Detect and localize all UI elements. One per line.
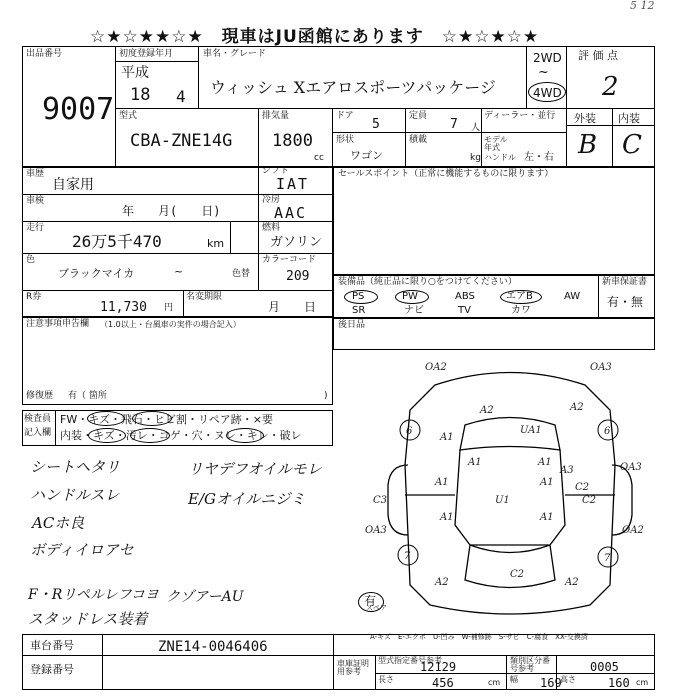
inspector-label-1: 検査員 xyxy=(24,414,52,424)
mark-a1-4: A1 xyxy=(435,477,449,488)
equip-ps: PS xyxy=(352,291,365,302)
displacement-unit: cc xyxy=(314,153,324,163)
new-manual-value: 有・無 xyxy=(607,295,644,309)
mark-oa2-top: OA2 xyxy=(425,362,447,373)
name-change-label: 名変期限 xyxy=(186,292,223,302)
note-1: シートヘタリ xyxy=(30,458,121,476)
equip-sr: SR xyxy=(352,305,366,316)
displacement-value: 1800 xyxy=(272,131,313,151)
type-label: 型式 xyxy=(119,111,138,121)
mark-a2-4: A2 xyxy=(565,577,579,588)
mark-a2-2: A2 xyxy=(570,402,584,413)
equip-aw: AW xyxy=(564,291,581,302)
grade-ext: B xyxy=(578,130,598,160)
sales-point-box xyxy=(333,167,655,275)
height-unit: cm xyxy=(636,678,649,687)
lot-label: 出品番号 xyxy=(26,49,63,59)
lot-number: 9007 xyxy=(42,92,115,127)
recycle-label: R券 xyxy=(26,292,42,302)
first-reg-era: 平成 xyxy=(121,65,149,81)
shift-value: IAT xyxy=(276,175,310,193)
type-value: CBA-ZNE14G xyxy=(130,131,233,151)
inspector-circle-kizu2 xyxy=(88,428,126,443)
mark-6-left: 6 xyxy=(406,426,413,437)
bottom-note-3: スタッドレス装着 xyxy=(28,610,148,628)
note-3: ACホ良 xyxy=(32,514,85,532)
mark-ua1: UA1 xyxy=(520,425,542,436)
color-code-label: カラーコード xyxy=(262,255,317,265)
body-shape-label: 形状 xyxy=(336,135,355,145)
inspection-label: 車検 xyxy=(26,196,45,206)
repair-label: 修復歴 xyxy=(26,391,54,401)
inspector-row-2: 内装・キズ・汚レ・コゲ・穴・ヌレ・キレ・破レ xyxy=(60,429,302,442)
inspection-text: 年 月( 日) xyxy=(122,204,221,218)
height-label: 高さ xyxy=(560,675,576,684)
doors-label: ドア xyxy=(336,111,354,121)
length-value: 456 xyxy=(432,676,454,690)
drive-4wd: 4WD xyxy=(533,86,562,100)
grade-score: 2 xyxy=(602,72,619,102)
note-4: ボディイロアセ xyxy=(30,541,134,559)
color-label: 色 xyxy=(26,255,36,265)
load-unit: kg xyxy=(470,153,481,163)
color-code-value: 209 xyxy=(286,269,310,284)
grade-int: C xyxy=(622,130,642,160)
mark-c2-1: C2 xyxy=(510,569,525,580)
equip-abs: ABS xyxy=(455,291,475,302)
mark-7-left: 7 xyxy=(404,551,411,562)
bottom-note-2: クゾアーAU xyxy=(166,589,244,605)
height-value: 160 xyxy=(608,676,630,690)
capacity-label: 定員 xyxy=(409,111,428,121)
recycle-unit: 円 xyxy=(164,303,174,313)
mark-oa3-right: OA3 xyxy=(620,462,642,473)
grade-label: 評 価 点 xyxy=(578,49,618,62)
equip-pw: PW xyxy=(402,291,418,302)
mileage-unit: km xyxy=(207,237,225,250)
note-2: ハンドルスレ xyxy=(30,486,120,504)
mark-c2-2: C2 xyxy=(575,482,590,493)
new-manual-label: 新車保証書 xyxy=(602,277,648,287)
notes-label: 注意事項申告欄 xyxy=(26,319,90,329)
chassis-label: 車台番号 xyxy=(30,639,74,652)
equip-leather: カワ xyxy=(511,305,531,316)
registration-label: 登録番号 xyxy=(30,663,74,676)
mark-a1-7: A1 xyxy=(540,477,554,488)
mark-oa3-left: OA3 xyxy=(365,525,387,536)
width-label: 幅 xyxy=(510,675,518,684)
banner: ☆★☆★★☆★ 現車はJU函館にあります ☆★☆★☆★ xyxy=(90,27,540,47)
stamp: 有 xyxy=(364,594,377,608)
color-value: ブラックマイカ xyxy=(58,267,135,280)
load-label: 積載 xyxy=(409,135,428,145)
corner-scribble: 5 12 xyxy=(630,0,655,12)
note-6: E/Gオイルニジミ xyxy=(188,490,306,508)
inspector-circle-yogore xyxy=(130,428,170,443)
handle-options: 左・右 xyxy=(524,152,554,163)
fuel-value: ガソリン xyxy=(270,235,323,250)
model-name-label: 車名・グレード xyxy=(203,49,267,59)
inspector-label-2: 記入欄 xyxy=(24,428,52,438)
displacement-label: 排気量 xyxy=(262,111,290,121)
name-change-suffix: 月 日 xyxy=(268,300,317,314)
color-dash: ~ xyxy=(174,265,184,278)
color-change-label: 色替 xyxy=(232,269,251,279)
mark-oa3-top: OA3 xyxy=(590,362,612,373)
first-reg-month: 4 xyxy=(176,87,186,106)
sales-point-label: セールスポイント（正常に機能するものに限ります） xyxy=(338,169,554,179)
capacity-unit: 人 xyxy=(471,123,481,133)
drive-2wd: 2WD xyxy=(533,51,562,65)
mark-a1-3: A1 xyxy=(538,457,552,468)
length-label: 長さ xyxy=(378,675,394,684)
grade-ext-label: 外装 xyxy=(574,112,596,125)
inspector-circle-kizu xyxy=(87,411,125,426)
rear-items-box xyxy=(333,318,655,350)
mark-u1: U1 xyxy=(495,495,510,506)
handle-label: ハンドル xyxy=(484,153,516,162)
repair-close: ) xyxy=(324,391,328,401)
type-no-label: 型式指定番号参考 xyxy=(378,656,442,665)
mark-c2-3: C2 xyxy=(582,495,597,506)
model-name-value: ウィッシュ Xエアロスポーツパッケージ xyxy=(210,78,496,97)
mileage-label: 走行 xyxy=(26,223,45,233)
mark-a3: A3 xyxy=(560,465,574,476)
body-shape-value: ワゴン xyxy=(350,149,383,162)
mark-a1-5: A1 xyxy=(440,512,454,523)
rear-items-label: 後日品 xyxy=(338,320,366,330)
car-damage-diagram xyxy=(360,355,660,630)
bottom-note-1: F・Rリペルレフコヨ xyxy=(28,587,159,603)
equipment-label: 装備品（純正品に限り○をつけてください） xyxy=(338,277,517,287)
width-value: 169 xyxy=(540,676,562,690)
mark-7-right: 7 xyxy=(604,553,611,564)
repair-value: 有（ 箇所 xyxy=(68,391,107,401)
model-year-label: モデル年式 xyxy=(484,135,508,152)
class-no-label: 類別区分番号参考 xyxy=(510,656,550,673)
length-unit: cm xyxy=(488,678,501,687)
class-no-value: 0005 xyxy=(590,660,619,674)
mark-a1-2: A1 xyxy=(468,457,482,468)
equip-navi: ナビ xyxy=(404,305,424,316)
mark-a1-1: A1 xyxy=(440,432,454,443)
recycle-value: 11,730 xyxy=(100,300,147,315)
doors-value: 5 xyxy=(372,117,380,132)
fuel-label: 燃料 xyxy=(262,223,281,233)
type-no-value: 12129 xyxy=(420,660,457,674)
shift-label: シフト xyxy=(262,166,290,176)
mark-a2-1: A2 xyxy=(480,405,494,416)
drive-scribble: ~ xyxy=(538,65,549,80)
equip-tv: TV xyxy=(458,305,471,316)
equip-airbag: エアB xyxy=(506,291,533,302)
dealer-label: ディーラー・並行 xyxy=(484,111,556,121)
notes-sub: （1.0以上・台風車の実件の場合記入） xyxy=(100,320,241,329)
note-5: リヤデフオイルモレ xyxy=(188,460,322,478)
mark-oa2-right: OA2 xyxy=(622,525,644,536)
damage-legend: A-キズ E-エクボ U-凹み W-補修跡 S-サビ C-腐食 XX-交換済 xyxy=(370,633,588,641)
mark-c3: C3 xyxy=(373,495,388,506)
usage-label: 車歴 xyxy=(26,169,45,179)
mileage-value: 26万5千470 xyxy=(72,232,162,251)
aircon-value: AAC xyxy=(274,204,308,222)
grade-int-label: 内装 xyxy=(618,112,640,125)
mark-a2-3: A2 xyxy=(435,577,449,588)
aircon-label: 冷房 xyxy=(262,195,281,205)
first-reg-year: 18 xyxy=(130,85,151,105)
first-reg-label: 初度登録年月 xyxy=(119,49,174,59)
capacity-value: 7 xyxy=(450,117,458,132)
inspector-row-1: FW・キズ・飛石・ヒビ割・リペア跡・×要 xyxy=(60,413,273,426)
mark-spare: スペア xyxy=(366,604,387,612)
mark-6-right: 6 xyxy=(604,426,611,437)
usage-value: 自家用 xyxy=(52,177,94,193)
cert-label: 車庫証明用参考 xyxy=(337,659,369,676)
inspector-circle-tobiishi xyxy=(132,411,172,426)
mark-a1-6: A1 xyxy=(540,512,554,523)
chassis-value: ZNE14-0046406 xyxy=(158,639,268,655)
inspector-circle-nure xyxy=(226,428,264,443)
